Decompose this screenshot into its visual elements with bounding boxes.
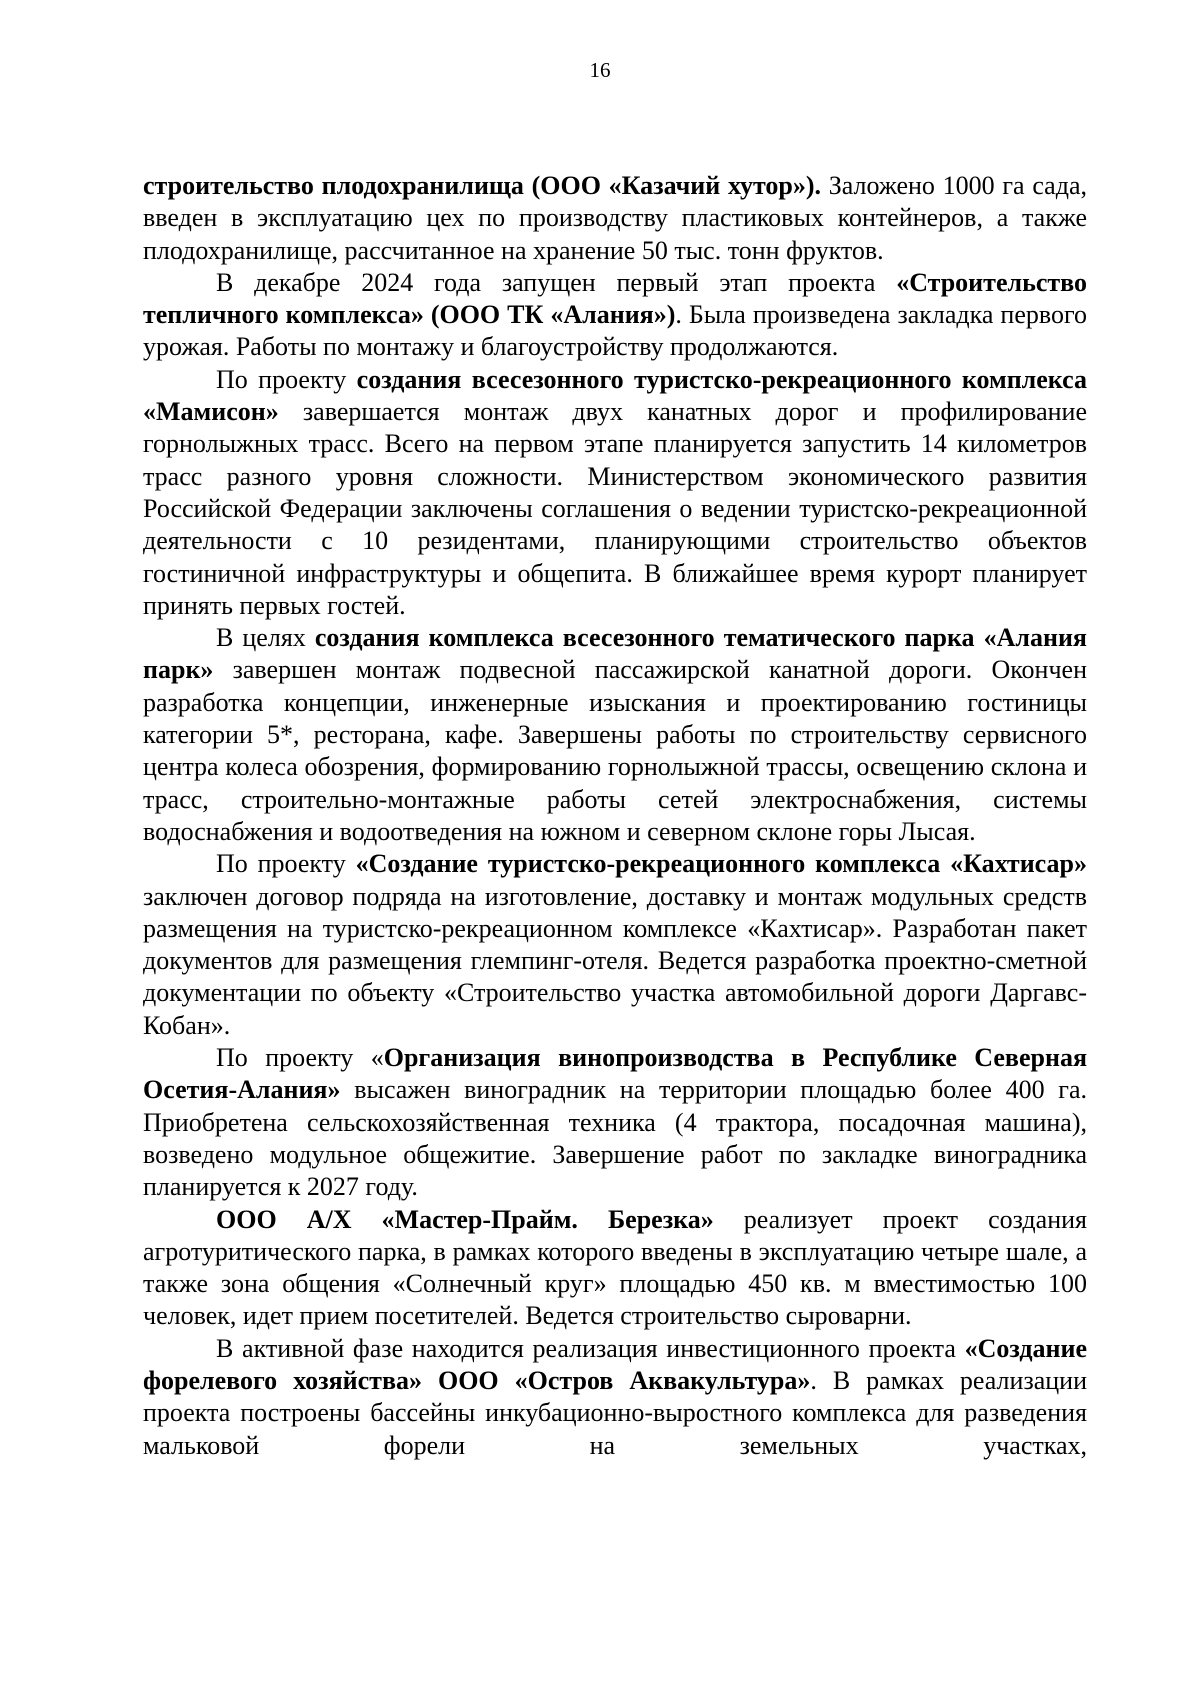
text-run: По проекту « xyxy=(216,1043,384,1073)
text-run: В целях xyxy=(216,623,315,653)
bold-text-run: создания комплекса всесезонного тематического парка «Алания парк» xyxy=(143,623,1087,685)
text-run: Заложено 1000 га сада, введен в эксплуатацию цех по производству пластиковых контейнеров, а также плодохранилище, рассчитанное на хранение 50 тыс. тонн фруктов. xyxy=(143,171,1087,265)
paragraph xyxy=(143,364,1087,622)
paragraph xyxy=(143,848,1087,1042)
paragraph xyxy=(143,1042,1087,1203)
bold-text-run: «Создание форелевого хозяйства» ООО «Остров Аквакультура» xyxy=(143,1333,1087,1395)
paragraph xyxy=(143,267,1087,364)
paragraph xyxy=(143,1204,1087,1333)
text-run: высажен виноградник на территории площадью более 400 га. Приобретена сельскохозяйственная техника (4 трактора, посадочная машина), возведено модульное общежитие. Завершение работ по закладке виноградника планируется к 2027 году. xyxy=(143,1075,1087,1202)
document-body xyxy=(143,170,1087,1462)
paragraph xyxy=(143,170,1087,267)
text-run: заключен договор подряда на изготовление, доставку и монтаж модульных средств размещения на туристско-рекреационном комплексе «Кахтисар». Разработан пакет документов для размещения глемпинг-отеля. Ведется разработка проектно-сметной документации по объекту «Строительство участка автомобильной дороги Даргавс-Кобан». xyxy=(143,881,1087,1040)
bold-text-run: создания всесезонного туристско-рекреационного комплекса «Мамисон» xyxy=(143,364,1088,427)
bold-text-run: строительство плодохранилища (ООО «Казачий хутор»). xyxy=(143,171,821,200)
bold-text-run: «Создание туристско-рекреационного комплекса «Кахтисар» xyxy=(355,849,1087,879)
text-run: завершается монтаж двух канатных дорог и профилирование горнолыжных трасс. Всего на первом этапе планируется запустить 14 километров трасс разного уровня сложности. Министерством экономического развития Российской Федерации заключены соглашения о ведении туристско-рекреационной деятельности с 10 резидентами, планирующими строительство объектов гостиничной инфраструктуры и общепита. В ближайшее время курорт планирует принять первых гостей. xyxy=(143,397,1087,620)
bold-text-run: ООО А/Х «Мастер-Прайм. Березка» xyxy=(216,1204,714,1234)
text-run: В активной фазе находится реализация инвестиционного проекта xyxy=(216,1333,965,1363)
paragraph xyxy=(143,622,1087,848)
text-run: По проекту xyxy=(216,849,356,879)
text-run: реализует проект создания агротуритического парка, в рамках которого введены в эксплуатацию четыре шале, а также зона общения «Солнечный круг» площадью 450 кв. м вместимостью 100 человек, идет прием посетителей. Ведется строительство сыроварни. xyxy=(143,1204,1087,1331)
bold-text-run: Организация винопроизводства в Республике Северная Осетия-Алания» xyxy=(143,1043,1088,1105)
bold-text-run: «Строительство тепличного комплекса» (ООО ТК «Алания») xyxy=(143,267,1087,330)
paragraph xyxy=(143,1333,1087,1462)
page-number: 16 xyxy=(589,58,611,82)
text-run: завершен монтаж подвесной пассажирской канатной дороги. Окончен разработка концепции, инженерные изыскания и проектированию гостиницы категории 5*, ресторана, кафе. Завершены работы по строительству сервисного центра колеса обозрения, формированию горнолыжной трассы, освещению склона и трасс, строительно-монтажные работы сетей электроснабжения, системы водоснабжения и водоотведения на южном и северном склоне горы Лысая. xyxy=(143,655,1087,846)
text-run: По проекту xyxy=(216,364,357,394)
text-run: В декабре 2024 года запущен первый этап проекта xyxy=(216,267,897,297)
text-run: . В рамках реализации проекта построены бассейны инкубационно-выростного комплекса для разведения мальковой форели на земельных участках, xyxy=(143,1365,1087,1460)
text-run: . Была произведена закладка первого урожая. Работы по монтажу и благоустройству продолжаются. xyxy=(143,300,1088,362)
